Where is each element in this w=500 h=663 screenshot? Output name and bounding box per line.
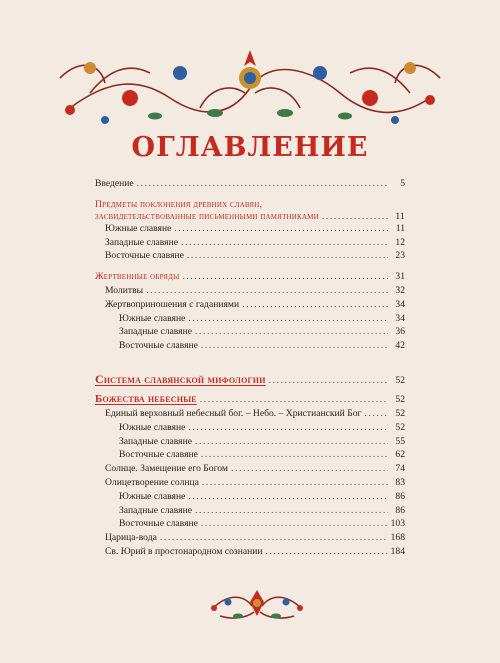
toc-row-objects-east[interactable] [95, 250, 405, 264]
toc-row-sun-south[interactable] [95, 491, 405, 505]
toc-page: 32 [395, 284, 405, 296]
toc-label: Западные славяне [119, 326, 192, 338]
toc-row-sun-east[interactable] [95, 518, 405, 532]
toc-row-offerings-east[interactable] [95, 340, 405, 354]
toc-page: 52 [395, 421, 405, 433]
toc-label: Жертвенные обряды [95, 271, 180, 283]
toc-row-sun-person[interactable] [95, 477, 405, 491]
toc-page: 62 [395, 449, 405, 461]
toc-row-offerings-west[interactable] [95, 326, 405, 340]
toc-page: 23 [395, 250, 405, 262]
toc-row-objects[interactable] [95, 199, 405, 223]
toc-page: 34 [395, 298, 405, 310]
toc-label: Восточные славяне [119, 340, 198, 352]
toc-page: 5 [400, 178, 405, 189]
toc-page: 168 [390, 532, 405, 544]
toc-row-offerings-south[interactable] [95, 313, 405, 327]
toc-label: Западные славяне [119, 435, 192, 447]
toc-row-supreme-east[interactable] [95, 449, 405, 463]
toc-row-offerings[interactable] [95, 299, 405, 313]
toc-row-yuri[interactable] [95, 546, 405, 560]
toc-page: 86 [395, 490, 405, 502]
toc-page: 55 [395, 435, 405, 447]
toc-page: 103 [390, 518, 405, 530]
toc-label: Единый верховный небесный бог. – Небо. – Христианский Бог [105, 407, 362, 419]
toc-label: Восточные славяне [119, 518, 198, 530]
toc-label: Олицетворение солнца [105, 476, 199, 488]
toc-row-system[interactable] [95, 372, 405, 390]
page-title: ОГЛАВЛЕНИЕ [131, 132, 369, 163]
toc-row-supreme-south[interactable] [95, 422, 405, 436]
toc-page: 52 [395, 393, 405, 405]
toc-page: 184 [390, 545, 405, 557]
toc-label: Царица-вода [105, 532, 157, 544]
toc-page: 86 [395, 504, 405, 516]
toc-page: 83 [395, 476, 405, 488]
toc-page: 74 [395, 463, 405, 475]
toc-label: Южные славяне [119, 312, 186, 324]
toc-page: 36 [395, 326, 405, 338]
floral-tailpiece-icon [208, 586, 306, 626]
toc-row-intro[interactable] [95, 178, 405, 192]
toc-row-prayers[interactable] [95, 285, 405, 299]
toc-page: 42 [395, 340, 405, 352]
toc-page: 52 [395, 374, 405, 386]
toc-label: Система славянской мифологии [95, 371, 266, 386]
toc-row-heavenly[interactable] [95, 393, 405, 408]
toc-page: 52 [395, 407, 405, 419]
toc-page: 11 [395, 210, 405, 222]
toc-page: 11 [395, 222, 405, 234]
toc-row-sun[interactable] [95, 463, 405, 477]
toc-label: Введение [95, 178, 134, 189]
toc-label: Южные славяне [119, 490, 186, 502]
toc-label: Южные славяне [119, 421, 186, 433]
floral-border-icon [50, 38, 450, 130]
table-of-contents [95, 178, 405, 560]
toc-row-supreme[interactable] [95, 408, 405, 422]
toc-label: Жертвоприношения с гаданиями [105, 298, 240, 310]
toc-page: 31 [395, 271, 405, 283]
toc-label: Божества небесные [95, 392, 197, 405]
toc-page: 12 [395, 236, 405, 248]
toc-label: Молитвы [105, 284, 144, 296]
toc-label-line1: Предметы поклонения древних славян, [95, 198, 263, 210]
toc-label: Западные славяне [105, 236, 178, 248]
toc-label: Солнце. Замещение его Богом [105, 463, 228, 475]
toc-label: Южные славяне [105, 222, 172, 234]
toc-label: Св. Юрий в простонародном сознании [105, 545, 263, 557]
toc-label-line2: засвидетельствованные письменными памятниками [95, 210, 319, 222]
toc-label: Восточные славяне [105, 250, 184, 262]
toc-row-sun-west[interactable] [95, 505, 405, 519]
toc-row-objects-west[interactable] [95, 237, 405, 251]
toc-row-rites[interactable] [95, 271, 405, 285]
toc-row-supreme-west[interactable] [95, 436, 405, 450]
toc-row-water[interactable] [95, 532, 405, 546]
toc-page: 34 [395, 312, 405, 324]
toc-label: Восточные славяне [119, 449, 198, 461]
toc-row-objects-south[interactable] [95, 223, 405, 237]
toc-label: Западные славяне [119, 504, 192, 516]
